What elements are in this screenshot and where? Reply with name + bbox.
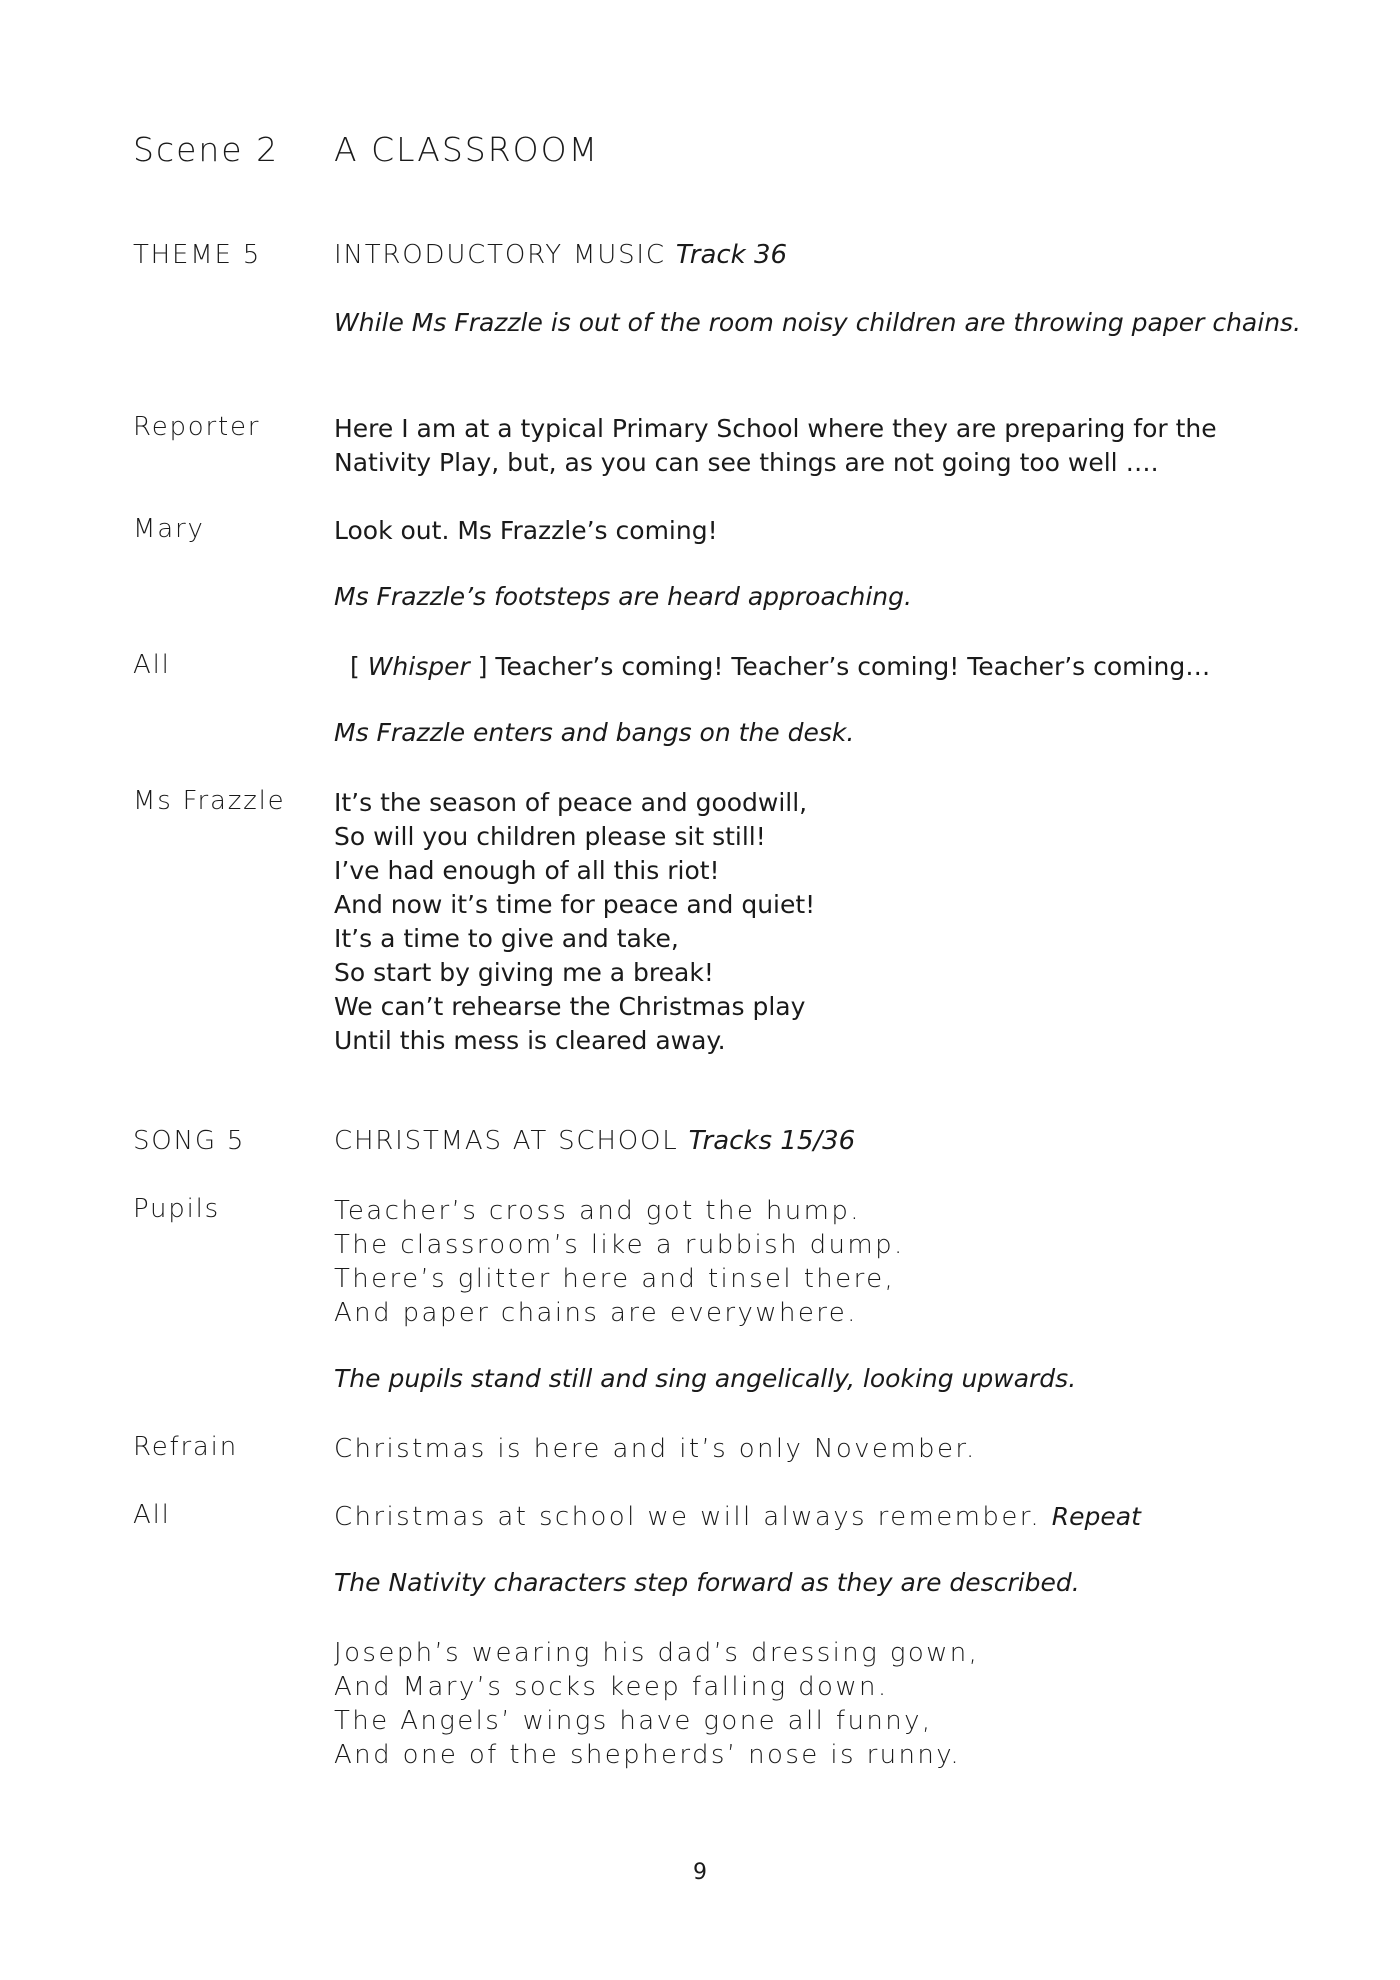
song-track: Tracks 15/36 [688,1126,856,1156]
lyric-line: And one of the shepherds’ nose is runny. [334,1740,962,1770]
speaker-refrain: Refrain [133,1432,238,1462]
lyric-line: The Angels’ wings have gone all funny, [334,1706,933,1736]
page-number: 9 [693,1860,707,1885]
stage-direction-enters: Ms Frazzle enters and bangs on the desk. [334,718,855,747]
stage-direction-footsteps: Ms Frazzle’s footsteps are heard approaching. [334,582,912,611]
speaker-ms-frazzle: Ms Frazzle [133,786,286,816]
lyric-line: Teacher’s cross and got the hump. [334,1196,861,1226]
pupils-lyrics [334,1194,905,1330]
bracket-open: [ [350,652,368,681]
lyric-line: There’s glitter here and tinsel there, [334,1264,896,1294]
refrain-lyric: Christmas is here and it’s only November. [334,1434,977,1464]
dialogue-line: Until this mess is cleared away. [334,1026,726,1055]
lyric-line: Joseph’s wearing his dad’s dressing gown, [334,1638,980,1668]
theme-title [334,240,787,270]
song-title-text: CHRISTMAS AT SCHOOL [334,1126,679,1156]
stage-direction-intro: While Ms Frazzle is out of the room noisy children are throwing paper chains. [334,308,1302,337]
all-dialogue [350,650,1210,684]
dialogue-line: Here I am at a typical Primary School where they are preparing for the [334,414,1217,443]
dialogue-line: And now it’s time for peace and quiet! [334,890,816,919]
stage-direction-nativity: The Nativity characters step forward as they are described. [334,1568,1080,1597]
lyric-line: The classroom’s like a rubbish dump. [334,1230,905,1260]
dialogue-line: So start by giving me a break! [334,958,714,987]
dialogue-line: Nativity Play, but, as you can see things are not going too well …. [334,448,1159,477]
speaker-mary: Mary [133,514,205,544]
reporter-dialogue [334,412,1217,480]
all-lyric-line: Christmas at school we will always remember. [334,1502,1042,1532]
scene-title: A CLASSROOM [334,130,600,169]
theme-label: THEME 5 [133,240,262,270]
speaker-all-2: All [133,1500,171,1530]
dialogue-line: It’s the season of peace and goodwill, [334,788,808,817]
song-label: SONG 5 [133,1126,246,1156]
frazzle-dialogue [334,786,815,1058]
whisper-direction: Whisper [367,652,470,681]
speaker-reporter: Reporter [133,412,261,442]
mary-dialogue: Look out. Ms Frazzle’s coming! [334,516,718,545]
lyric-line: And Mary’s socks keep falling down. [334,1672,889,1702]
dialogue-line: So will you children please sit still! [334,822,766,851]
all-lyric [334,1500,1141,1534]
dialogue-line: We can’t rehearse the Christmas play [334,992,806,1021]
theme-track: Track 36 [675,240,788,270]
all-line: ] Teacher’s coming! Teacher’s coming! Teacher’s coming… [469,652,1211,681]
dialogue-line: It’s a time to give and take, [334,924,679,953]
scene-label: Scene 2 [133,130,280,169]
dialogue-line: I’ve had enough of all this riot! [334,856,720,885]
speaker-pupils: Pupils [133,1194,220,1224]
lyric-line: And paper chains are everywhere. [334,1298,858,1328]
speaker-all: All [133,650,171,680]
song-title [334,1126,855,1156]
theme-title-text: INTRODUCTORY MUSIC [334,240,666,270]
repeat-note: Repeat [1051,1502,1141,1531]
verse-2-lyrics [334,1636,979,1772]
stage-direction-angelic: The pupils stand still and sing angelically, looking upwards. [334,1364,1077,1393]
